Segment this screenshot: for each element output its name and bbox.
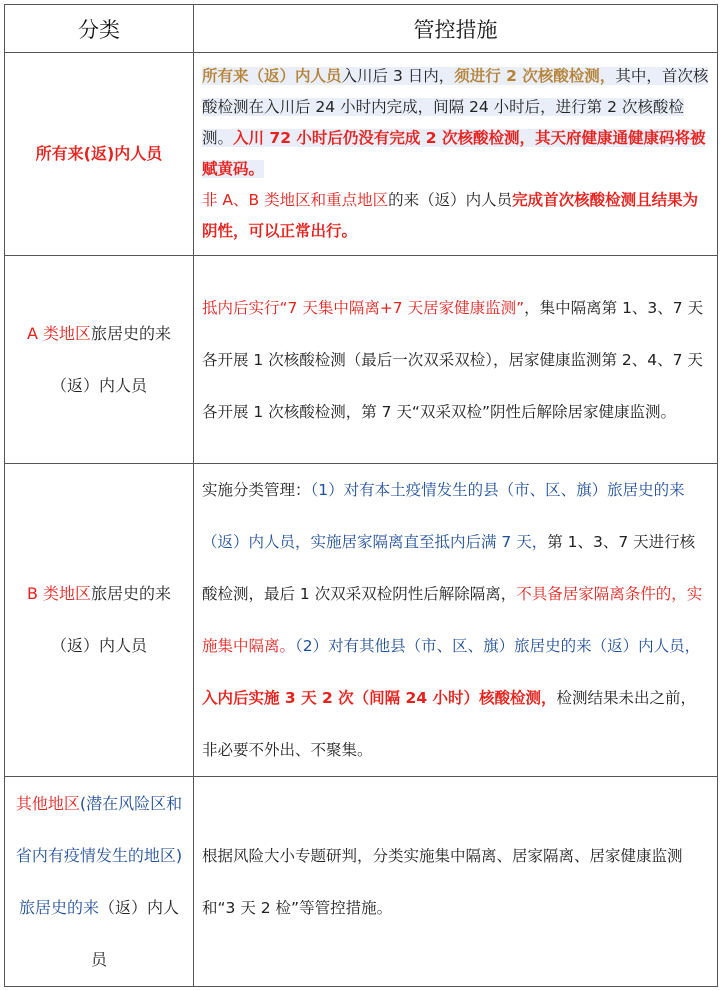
measure-text: 抵内后实行“7 天集中隔离+7 天居家健康监测” — [202, 298, 525, 317]
measure-text: 所有来（返）内人员 — [202, 67, 342, 85]
measure-text: ，集中隔离第 1、3、7 天各开展 1 次核酸检测（最后一次双采双检），居家健康监测第 2、4、7 天各开展 1 次核酸检测，第 7 天“双采双检”阴性后解除居家健康监测。 — [202, 298, 704, 421]
measure-highlight-block — [202, 67, 708, 178]
category-label: 旅居史的来（返）内人员 — [50, 584, 172, 655]
measure-text: 须进行 2 次核酸检测， — [454, 67, 616, 85]
measure-text: 不具备居家隔离条件的，实施集中隔离。 — [202, 585, 703, 655]
category-label: 其他地区 — [15, 793, 80, 813]
header-category: 分类 — [5, 5, 194, 53]
category-label: 所有来(返)内人员 — [35, 144, 163, 163]
category-label: 旅居史的来（返）内人员 — [50, 323, 172, 395]
table-header-row — [5, 5, 718, 53]
category-label: B 类地区 — [26, 584, 92, 603]
row-category — [5, 256, 194, 464]
category-label: A 类地区 — [26, 323, 92, 343]
measure-text: 入内后实施 3 天 2 次（间隔 24 小时）核酸检测， — [202, 689, 557, 707]
measure-text: 入川 72 小时后仍没有完成 2 次核酸检测，其天府健康通健康码将被赋黄码。 — [202, 129, 706, 178]
row-category — [5, 53, 194, 256]
table-row — [5, 777, 718, 987]
measure-text: （1）对有本土疫情发生的县（市、区、旗）旅居史的来（返）内人员，实施居家隔离直至抵内后满 7 天， — [202, 481, 685, 551]
measure-text: 检测结果未出之前，非必要不外出、不聚集。 — [202, 689, 697, 759]
row-measures — [194, 256, 718, 464]
measure-text: 入川后 3 日内， — [341, 67, 455, 85]
row-category — [5, 777, 194, 987]
category-label: （返）内人员 — [90, 897, 180, 969]
table-row — [5, 256, 718, 464]
measure-text: 根据风险大小专题研判，分类实施集中隔离、居家隔离、居家健康监测和“3 天 2 检”等管控措施。 — [202, 846, 683, 917]
measure-text: 非 A、B 类地区和重点地区 — [202, 191, 389, 209]
measure-text: 的来（返）内人员 — [388, 191, 513, 209]
category-label: (潜在风险区和省内有疫情发生的地区)旅居史的来 — [15, 793, 183, 917]
measure-text: 第 1、3、7 天进行核酸检测，最后 1 次双采双检阴性后解除隔离， — [202, 533, 696, 603]
control-measures-table — [4, 4, 718, 987]
row-measures — [194, 777, 718, 987]
measure-text: 完成首次核酸检测且结果为阴性，可以正常出行。 — [202, 191, 699, 240]
row-measures — [194, 53, 718, 256]
measure-text: 实施分类管理： — [202, 481, 311, 499]
table-row — [5, 464, 718, 777]
row-measures — [194, 464, 718, 777]
row-category — [5, 464, 194, 777]
measure-text: （2）对有其他县（市、区、旗）旅居史的来（返）内人员， — [295, 637, 701, 655]
header-measures: 管控措施 — [194, 5, 718, 53]
measure-text: 其中，首次核酸检测在入川后 24 小时内完成，间隔 24 小时后，进行第 2 次核酸检测。 — [202, 67, 709, 147]
table-row — [5, 53, 718, 256]
